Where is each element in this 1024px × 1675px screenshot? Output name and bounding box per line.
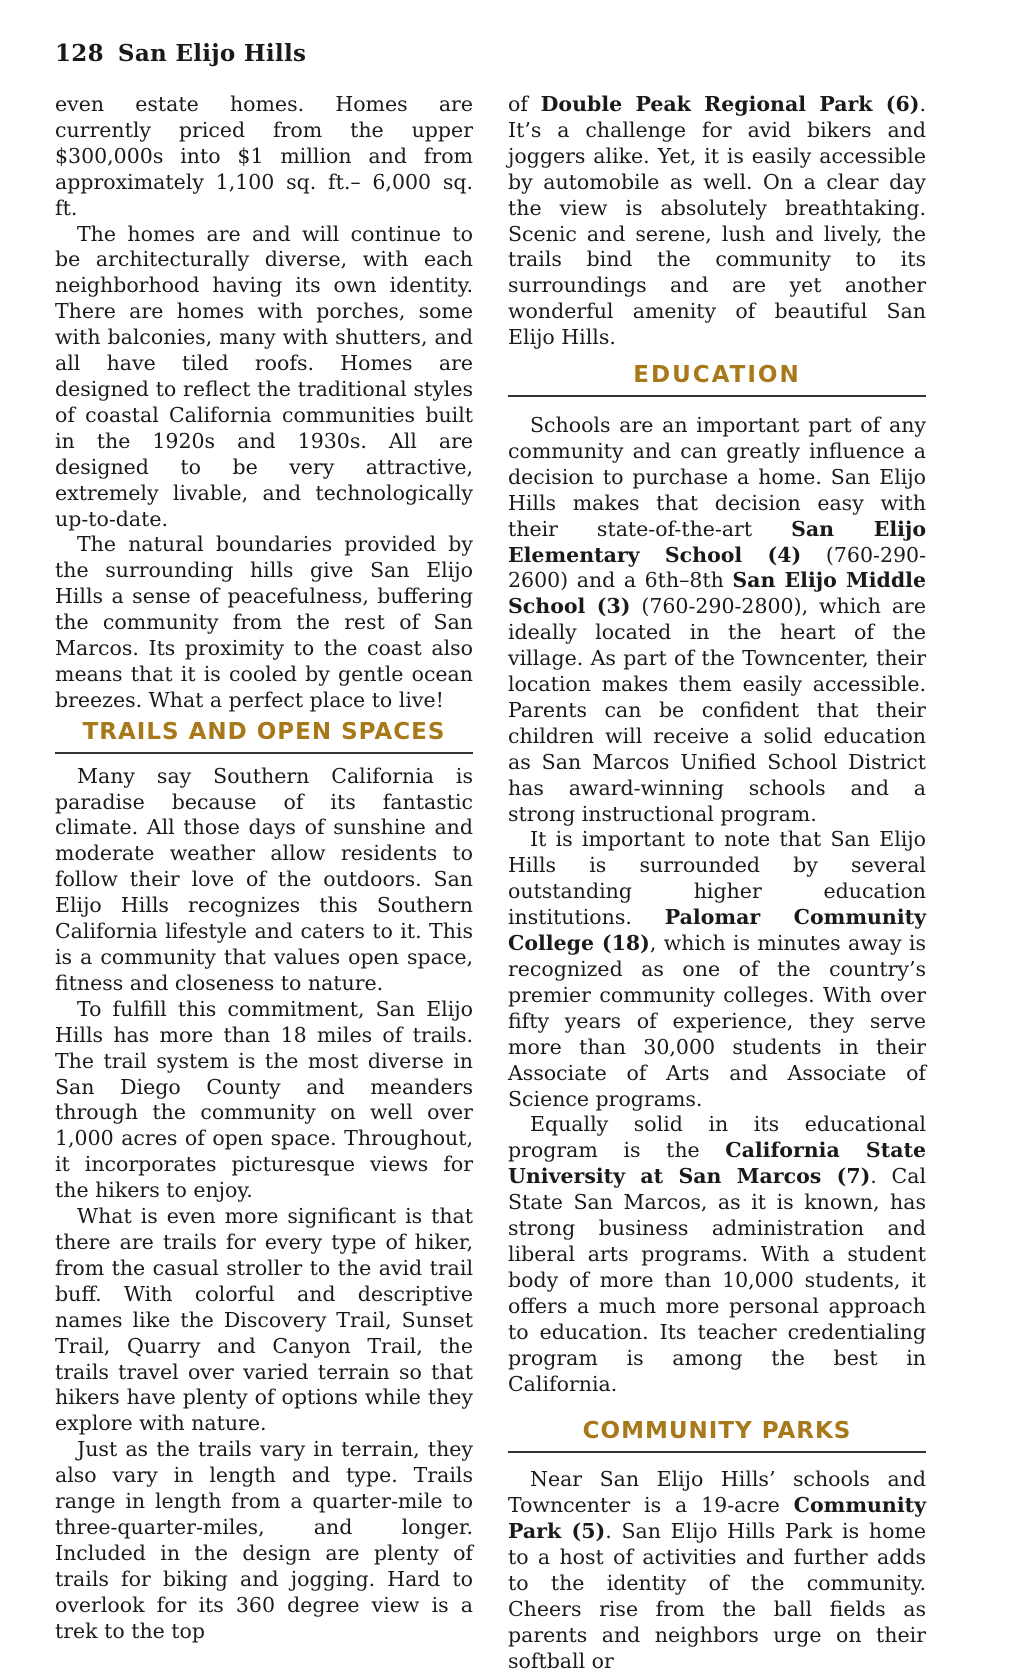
text-run: , which is minutes away is recognized as one of the country’s premier community colleges. With over fifty years of experience, they serve more than 30,000 students in their Associate of Arts and Associate of Science programs.: [508, 931, 926, 1111]
right-column: [508, 92, 926, 1675]
running-title: San Elijo Hills: [117, 40, 307, 67]
place-name: Double Peak Regional Park (6): [540, 92, 920, 116]
text-run: (760-290-2600) and a 6th–8th: [508, 542, 926, 593]
text-run: Schools are an important part of any community and can greatly influence a decision to purchase a home. San Elijo Hills makes that decision easy with their state-of-the-art: [508, 412, 926, 541]
text-run: . Cal State San Marcos, as it is known, has strong business administration and liberal arts programs. With a student body of more than 10,000 students, it offers a much more personal approach to education. Its teacher credentialing program is among the best in California.: [508, 1164, 926, 1396]
paragraph: To fulfill this commitment, San Elijo Hills has more than 18 miles of trails. The trail system is the most diverse in San Diego County and meanders through the community on well over 1,000 acres of open space. Throughout, it incorporates picturesque views for the hikers to enjoy.: [55, 996, 473, 1203]
place-name: Community Park (5): [508, 1493, 926, 1544]
paragraph: What is even more significant is that there are trails for every type of hiker, from the casual stroller to the avid trail buff. With colorful and descriptive names like the Discovery Trail, Sunset Trail, Quarry and Canyon Trail, the trails travel over varied terrain so that hikers have plenty of options while they explore with nature.: [55, 1204, 473, 1436]
paragraph: [508, 827, 926, 1112]
paragraph: even estate homes. Homes are currently priced from the upper $300,000s into $1 million and from approximately 1,100 sq. ft.– 6,000 sq. ft.: [55, 92, 473, 220]
section-heading-education: EDUCATION: [508, 363, 926, 397]
text-run: of: [508, 92, 541, 116]
paragraph: The natural boundaries provided by the surrounding hills give San Elijo Hills a sense of peacefulness, buffering the community from the rest of San Marcos. Its proximity to the coast also means that it is cooled by gentle ocean breezes. What a perfect place to live!: [55, 532, 473, 712]
text-run: Near San Elijo Hills’ schools and Towncenter is a 19-acre: [508, 1467, 926, 1518]
left-column: [55, 92, 473, 1644]
place-name: California State University at San Marcos (7): [508, 1138, 927, 1189]
place-name: San Elijo Elementary School (4): [508, 516, 926, 567]
page-number: 128: [55, 40, 104, 67]
page-header: [55, 40, 306, 67]
paragraph: [508, 1112, 926, 1397]
paragraph: Many say Southern California is paradise because of its fantastic climate. All those days of sunshine and moderate weather allow residents to follow their love of the outdoors. San Elijo Hills recognizes this Southern California lifestyle and caters to it. This is a community that values open space, fitness and closeness to nature.: [55, 763, 473, 995]
paragraph: The homes are and will continue to be architecturally diverse, with each neighborhood having its own identity. There are homes with porches, some with balconies, many with shutters, and all have tiled roofs. Homes are designed to reflect the traditional styles of coastal California communities built in the 1920s and 1930s. All are designed to be very attractive, extremely livable, and technologically up-to-date.: [55, 221, 473, 531]
paragraph: [508, 413, 926, 828]
section-heading-parks: COMMUNITY PARKS: [508, 1419, 926, 1453]
paragraph: Just as the trails vary in terrain, they also vary in length and type. Trails range in length from a quarter-mile to three-quarter-miles, and longer. Included in the design are plenty of trails for biking and jogging. Hard to overlook for its 360 degree view is a trek to the top: [55, 1437, 473, 1643]
paragraph: [508, 92, 926, 351]
text-run: . It’s a challenge for avid bikers and joggers alike. Yet, it is easily accessible by automobile as well. On a clear day the view is absolutely breathtaking. Scenic and serene, lush and lively, the trails bind the community to its surroundings and are yet another wonderful amenity of beautiful San Elijo Hills.: [508, 92, 926, 350]
text-run: (760-290-2800), which are ideally located in the heart of the village. As part of the Towncenter, their location makes them easily accessible. Parents can be confident that their children will receive a solid education as San Marcos Unified School District has award-winning schools and a strong instructional program.: [508, 594, 926, 826]
text-run: . San Elijo Hills Park is home to a host of activities and further adds to the identity of the community. Cheers rise from the ball fields as parents and neighbors urge on their softball or: [508, 1519, 927, 1673]
text-run: Equally solid in its educational program is the: [508, 1112, 926, 1163]
place-name: San Elijo Middle School (3): [508, 568, 926, 619]
section-heading-trails: TRAILS AND OPEN SPACES: [55, 720, 473, 754]
place-name: Palomar Community College (18): [508, 905, 926, 956]
text-run: It is important to note that San Elijo Hills is surrounded by several outstanding higher education institutions.: [508, 827, 926, 930]
paragraph: [508, 1467, 926, 1674]
